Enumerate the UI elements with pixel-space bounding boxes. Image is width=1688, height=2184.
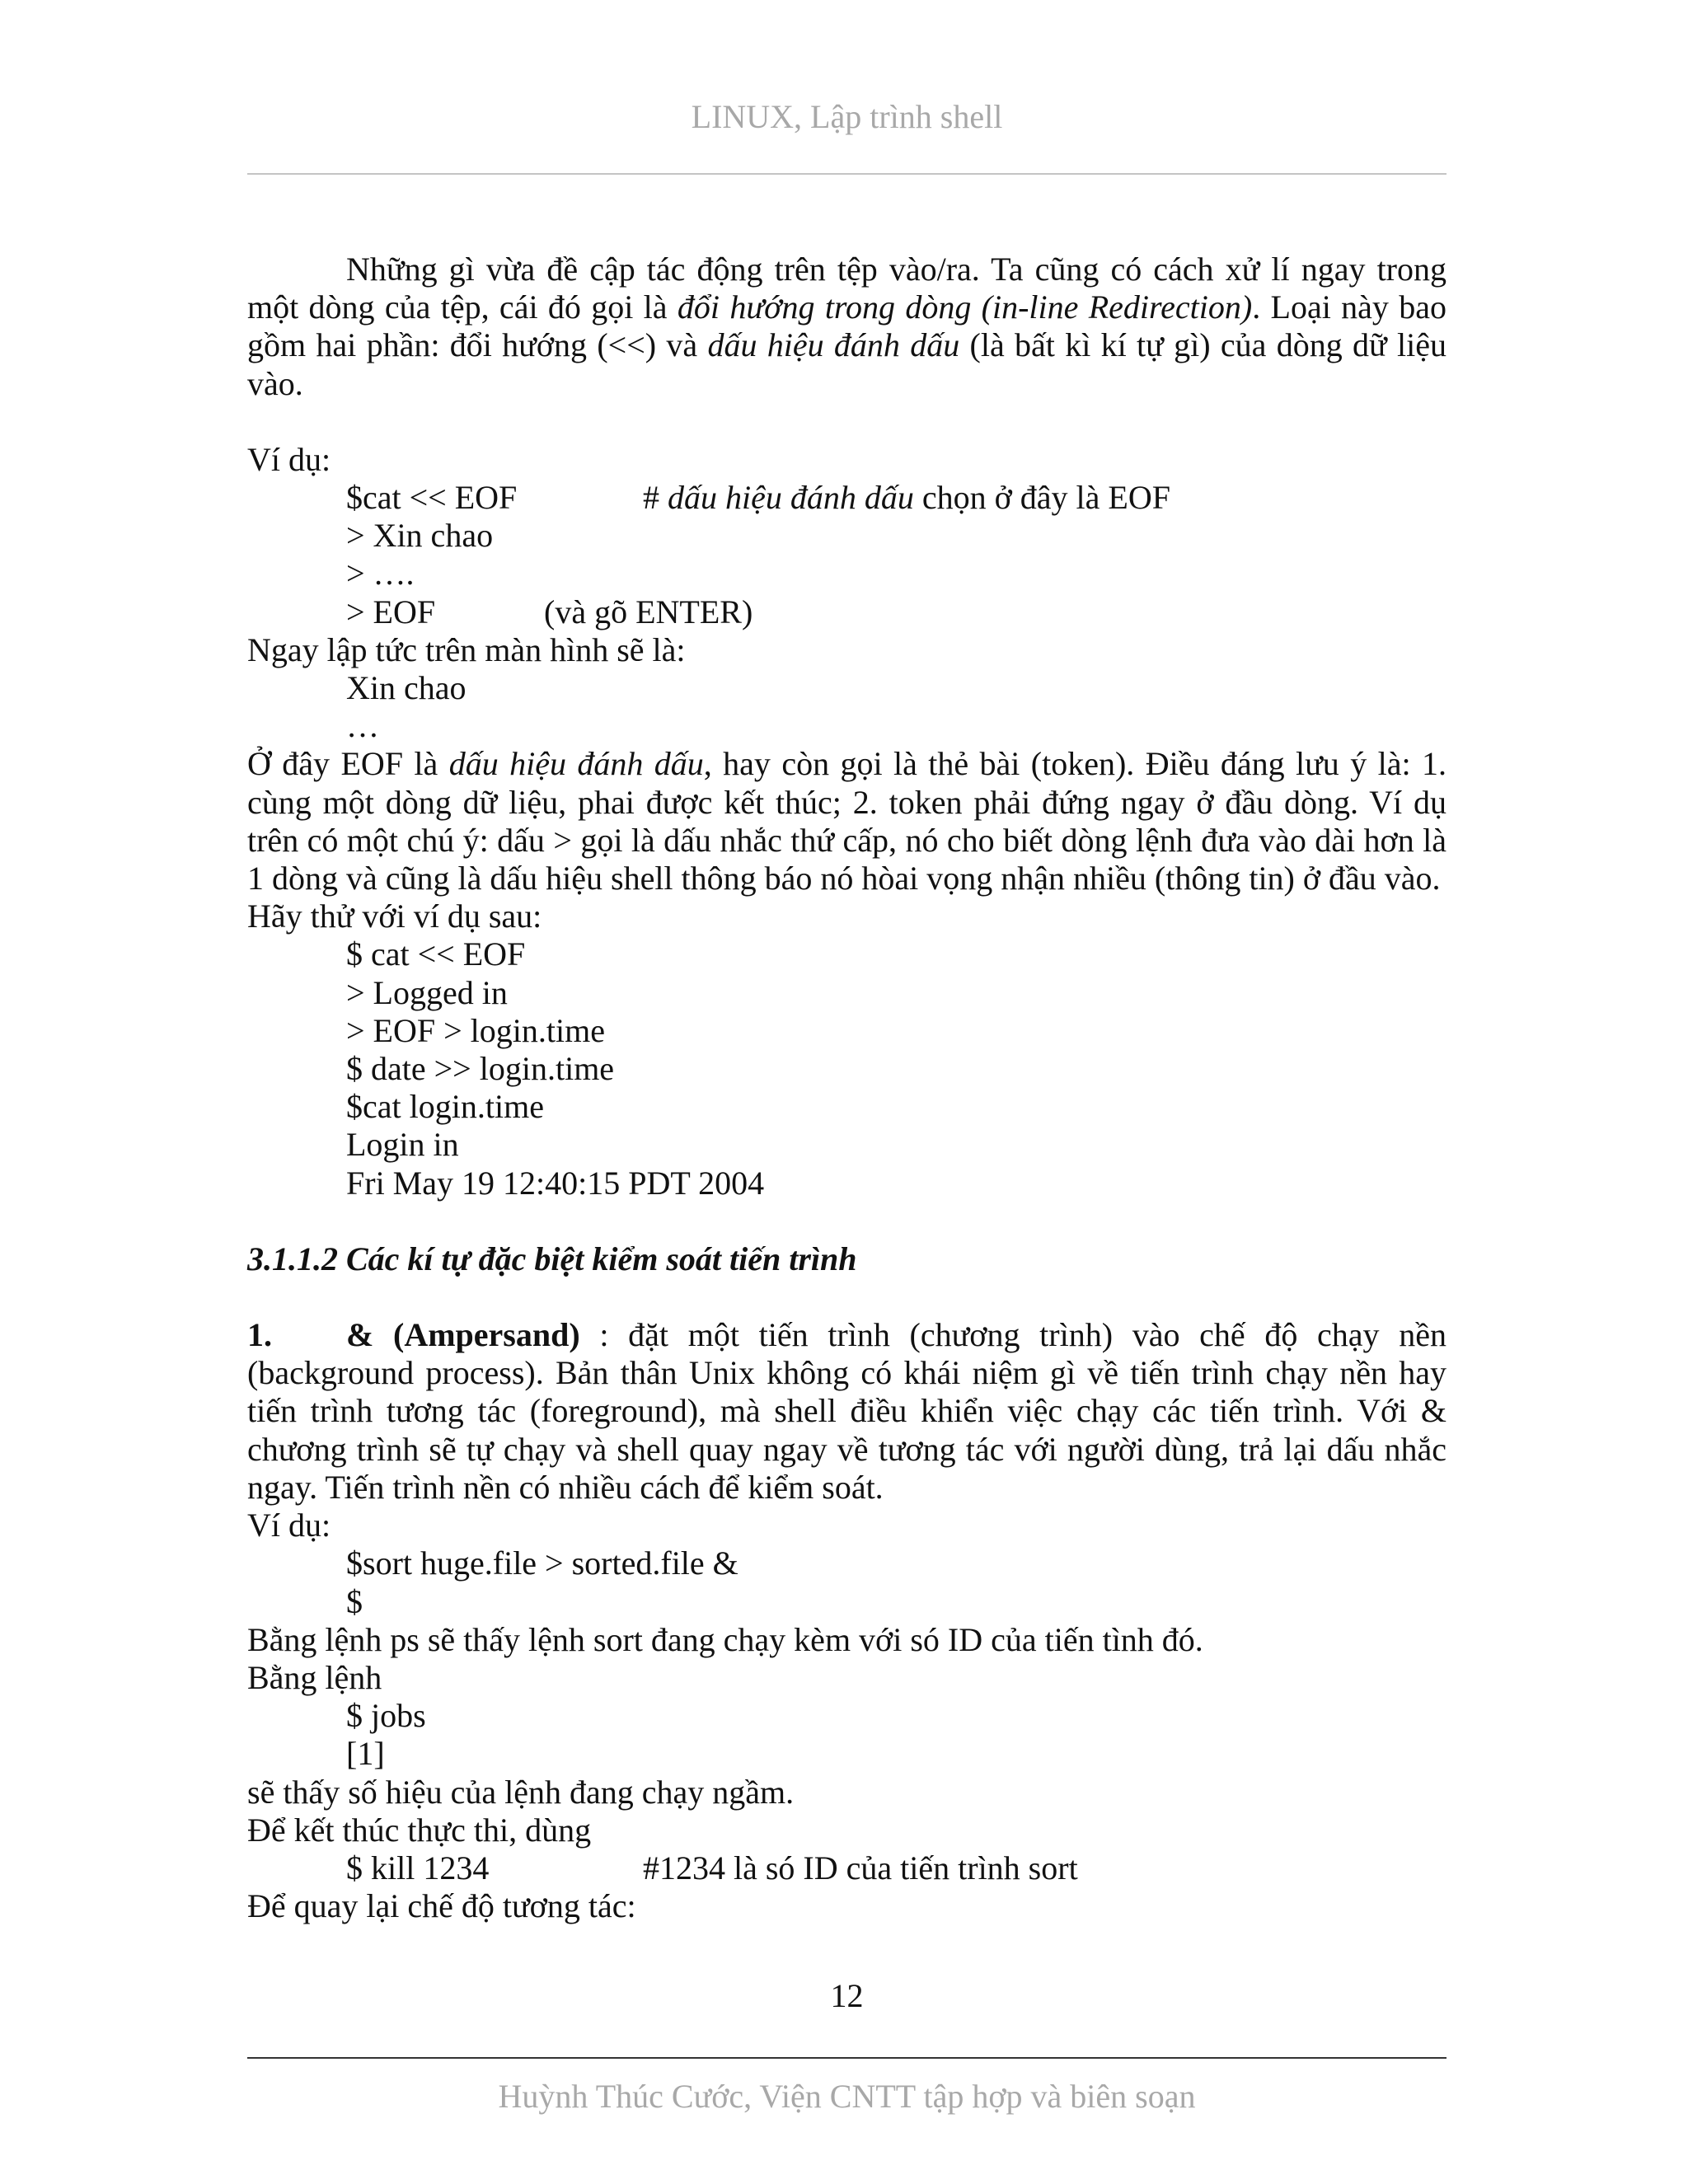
code-line: $ jobs <box>346 1697 426 1735</box>
running-header: LINUX, Lập trình shell <box>691 98 1003 135</box>
header-rule <box>247 173 1447 175</box>
item-paragraph: 1. & (Ampersand) : đặt một tiến trình (chương trình) vào chế độ chạy nền (background process). Bản thân Unix không có khái niệm gì về tiến trình chạy nền hay tiến trình tương tác (foreground), mà shell điều khiển việc chạy các tiến trình. Với & chương trình sẽ tự chạy và shell quay ngay về tương tác với người dùng, trả lại dấu nhắc ngay. Tiến trình nền có nhiều cách để kiểm soát. <box>247 1316 1447 1506</box>
code-line: [1] <box>346 1735 385 1773</box>
code-line: > EOF > login.time <box>346 1011 606 1049</box>
code-line: > Xin chao <box>346 517 494 555</box>
example-label: Ví dụ: <box>247 1507 331 1544</box>
code-line: $sort huge.file > sorted.file & <box>346 1544 738 1582</box>
code-line: > Logged in <box>346 973 508 1011</box>
example-label: Hãy thử với ví dụ sau: <box>247 898 542 935</box>
code-line: Fri May 19 12:40:15 PDT 2004 <box>346 1164 765 1202</box>
text-line: Bằng lệnh <box>247 1658 382 1696</box>
result-label: Ngay lập tức trên màn hình sẽ là: <box>247 630 686 668</box>
text-line: Bằng lệnh ps sẽ thấy lệnh sort đang chạy kèm với só ID của tiến tình đó. <box>247 1620 1203 1658</box>
code-line: > …. <box>346 555 415 593</box>
text-line: sẽ thấy số hiệu của lệnh đang chạy ngầm. <box>247 1773 795 1811</box>
output-line: … <box>346 707 379 745</box>
page-body <box>247 251 1447 1925</box>
intro-paragraph: Những gì vừa đề cập tác động trên tệp vào/ra. Ta cũng có cách xử lí ngay trong một dòng của tệp, cái đó gọi là đổi hướng trong dòng (in-line Redirection). Loại này bao gồm hai phần: đổi hướng (<<) và dấu hiệu đánh dấu (là bất kì kí tự gì) của dòng dữ liệu vào. <box>247 251 1447 402</box>
running-footer: Huỳnh Thúc Cước, Viện CNTT tập hợp và biên soạn <box>498 2078 1196 2115</box>
footer-rule <box>247 2057 1447 2059</box>
text-line: Để quay lại chế độ tương tác: <box>247 1887 636 1925</box>
code-line: $cat login.time <box>346 1088 544 1126</box>
section-heading: 3.1.1.2 Các kí tự đặc biệt kiểm soát tiến trình <box>247 1240 857 1277</box>
code-line: $ cat << EOF <box>346 935 526 973</box>
code-line: > EOF (và gõ ENTER) <box>346 593 753 630</box>
page-number: 12 <box>830 1977 864 2014</box>
code-line: $cat << EOF # dấu hiệu đánh dấu chọn ở đây là EOF <box>346 479 1170 517</box>
explain-paragraph: Ở đây EOF là dấu hiệu đánh dấu, hay còn gọi là thẻ bài (token). Điều đáng lưu ý là: 1. cùng một dòng dữ liệu, phai được kết thúc; 2. token phải đứng ngay ở đầu dòng. Ví dụ trên có một chú ý: dấu > gọi là dấu nhắc thứ cấp, nó cho biết dòng lệnh đưa vào dài hơn là 1 dòng và cũng là dấu hiệu shell thông báo nó hòai vọng nhận nhiều (thông tin) ở đầu vào. <box>247 745 1447 898</box>
code-line: $ date >> login.time <box>346 1050 615 1088</box>
code-line: $ kill 1234 #1234 là só ID của tiến trình sort <box>346 1849 1078 1886</box>
text-line: Để kết thúc thực thi, dùng <box>247 1811 592 1849</box>
code-line: Login in <box>346 1126 459 1164</box>
example-label: Ví dụ: <box>247 440 331 478</box>
output-line: Xin chao <box>346 669 467 707</box>
code-line: $ <box>346 1582 363 1620</box>
